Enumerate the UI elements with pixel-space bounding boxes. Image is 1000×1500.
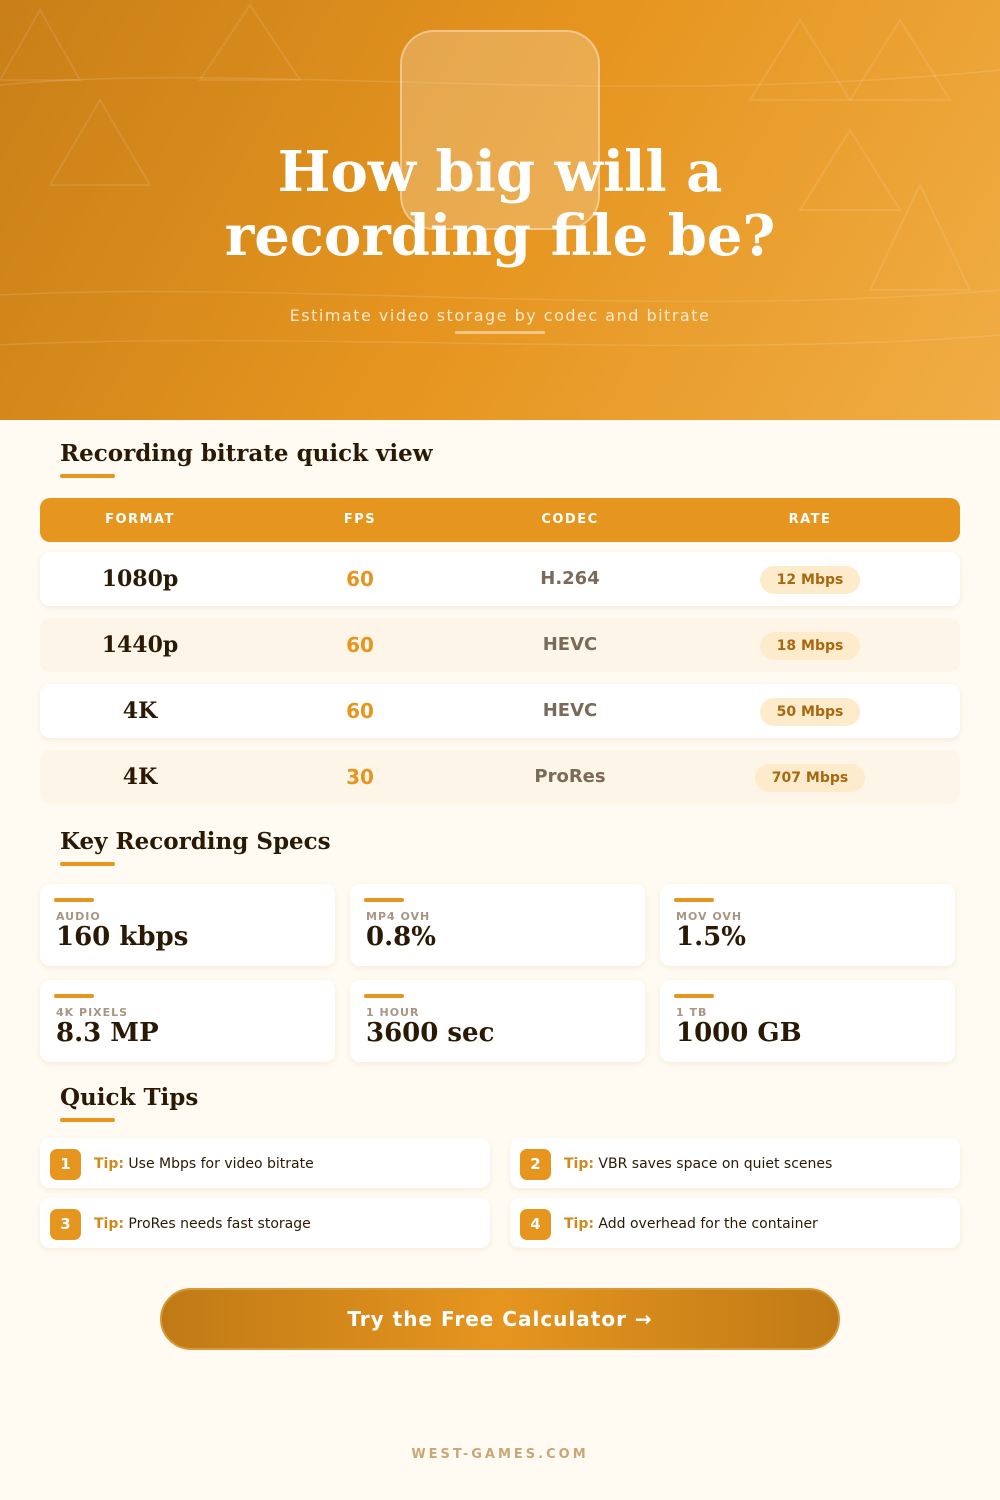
page-title-line1: How big will a: [277, 139, 723, 205]
cell-rate: [710, 750, 910, 804]
spec-card-4k-pixels: [40, 980, 335, 1062]
table-row: [40, 618, 960, 672]
rate-badge: 707 Mbps: [755, 764, 865, 792]
spec-label: MP4 OVH: [366, 910, 431, 923]
tip-number-badge: 2: [520, 1149, 551, 1180]
try-calculator-button[interactable]: Try the Free Calculator →: [160, 1288, 840, 1350]
page-subtitle: Estimate video storage by codec and bitrate: [289, 306, 711, 325]
hero-banner: [0, 0, 1000, 420]
cell-codec: HEVC: [542, 700, 598, 721]
spec-label: 1 HOUR: [366, 1006, 420, 1019]
spec-value: 8.3 MP: [56, 1018, 159, 1048]
spec-value: 1.5%: [676, 922, 746, 952]
cell-format: 4K: [122, 698, 158, 724]
cell-format: 1080p: [101, 566, 179, 592]
table-row: [40, 552, 960, 606]
spec-value: 1000 GB: [676, 1018, 802, 1048]
column-header-format: FORMAT: [105, 512, 175, 527]
spec-value: 0.8%: [366, 922, 436, 952]
tip-text: Add overhead for the container: [598, 1216, 818, 1232]
card-accent: [364, 994, 404, 998]
tip-prefix: Tip:: [94, 1216, 124, 1232]
table-row: [40, 750, 960, 804]
subtitle-underline: [455, 331, 545, 334]
spec-card-mov-overhead: [660, 884, 955, 966]
cell-fps: 60: [346, 699, 374, 723]
cell-fps: 60: [346, 633, 374, 657]
page-title: [0, 140, 1000, 268]
tip-number-badge: 1: [50, 1149, 81, 1180]
column-header-codec: CODEC: [541, 512, 599, 527]
spec-card-1-tb: [660, 980, 955, 1062]
tips-section-underline: [60, 1118, 115, 1122]
bitrate-table-header: [40, 498, 960, 542]
spec-label: 1 TB: [676, 1006, 708, 1019]
bitrate-section-underline: [60, 474, 115, 478]
spec-value: 3600 sec: [366, 1018, 495, 1048]
cell-codec: H.264: [540, 568, 600, 589]
cell-fps: 60: [346, 567, 374, 591]
cell-format: 4K: [122, 764, 158, 790]
tip-text: VBR saves space on quiet scenes: [598, 1156, 833, 1172]
card-accent: [364, 898, 404, 902]
tip-text-wrap: [564, 1198, 818, 1248]
tip-card: [40, 1198, 490, 1248]
spec-card-1-hour: [350, 980, 645, 1062]
column-header-rate: RATE: [788, 512, 832, 527]
cell-rate: [710, 552, 910, 606]
tip-number-badge: 3: [50, 1209, 81, 1240]
tip-text-wrap: [94, 1198, 311, 1248]
spec-label: AUDIO: [56, 910, 101, 923]
spec-value: 160 kbps: [56, 922, 189, 952]
card-accent: [54, 898, 94, 902]
cell-codec: HEVC: [542, 634, 598, 655]
tip-text: ProRes needs fast storage: [128, 1216, 311, 1232]
rate-badge: 18 Mbps: [760, 632, 861, 660]
cell-format: 1440p: [101, 632, 179, 658]
tip-card: [510, 1138, 960, 1188]
cell-fps: 30: [346, 765, 374, 789]
bitrate-section-title: Recording bitrate quick view: [60, 440, 433, 467]
cell-codec: ProRes: [534, 766, 606, 787]
tip-text-wrap: [94, 1138, 314, 1188]
tip-text-wrap: [564, 1138, 832, 1188]
footer-site-name: WEST-GAMES.COM: [411, 1447, 589, 1462]
tip-prefix: Tip:: [564, 1156, 594, 1172]
card-accent: [674, 898, 714, 902]
tip-prefix: Tip:: [564, 1216, 594, 1232]
rate-badge: 12 Mbps: [760, 566, 861, 594]
spec-card-mp4-overhead: [350, 884, 645, 966]
tip-prefix: Tip:: [94, 1156, 124, 1172]
cell-rate: [710, 684, 910, 738]
specs-section-title: Key Recording Specs: [60, 828, 331, 855]
rate-badge: 50 Mbps: [760, 698, 861, 726]
spec-label: 4K PIXELS: [56, 1006, 129, 1019]
spec-card-audio: [40, 884, 335, 966]
specs-section-underline: [60, 862, 115, 866]
tip-number-badge: 4: [520, 1209, 551, 1240]
column-header-fps: FPS: [343, 512, 377, 527]
spec-label: MOV OVH: [676, 910, 743, 923]
page-title-line2: recording file be?: [224, 203, 776, 269]
tips-section-title: Quick Tips: [60, 1084, 199, 1111]
tip-card: [40, 1138, 490, 1188]
cell-rate: [710, 618, 910, 672]
table-row: [40, 684, 960, 738]
card-accent: [674, 994, 714, 998]
tip-text: Use Mbps for video bitrate: [128, 1156, 314, 1172]
tip-card: [510, 1198, 960, 1248]
card-accent: [54, 994, 94, 998]
